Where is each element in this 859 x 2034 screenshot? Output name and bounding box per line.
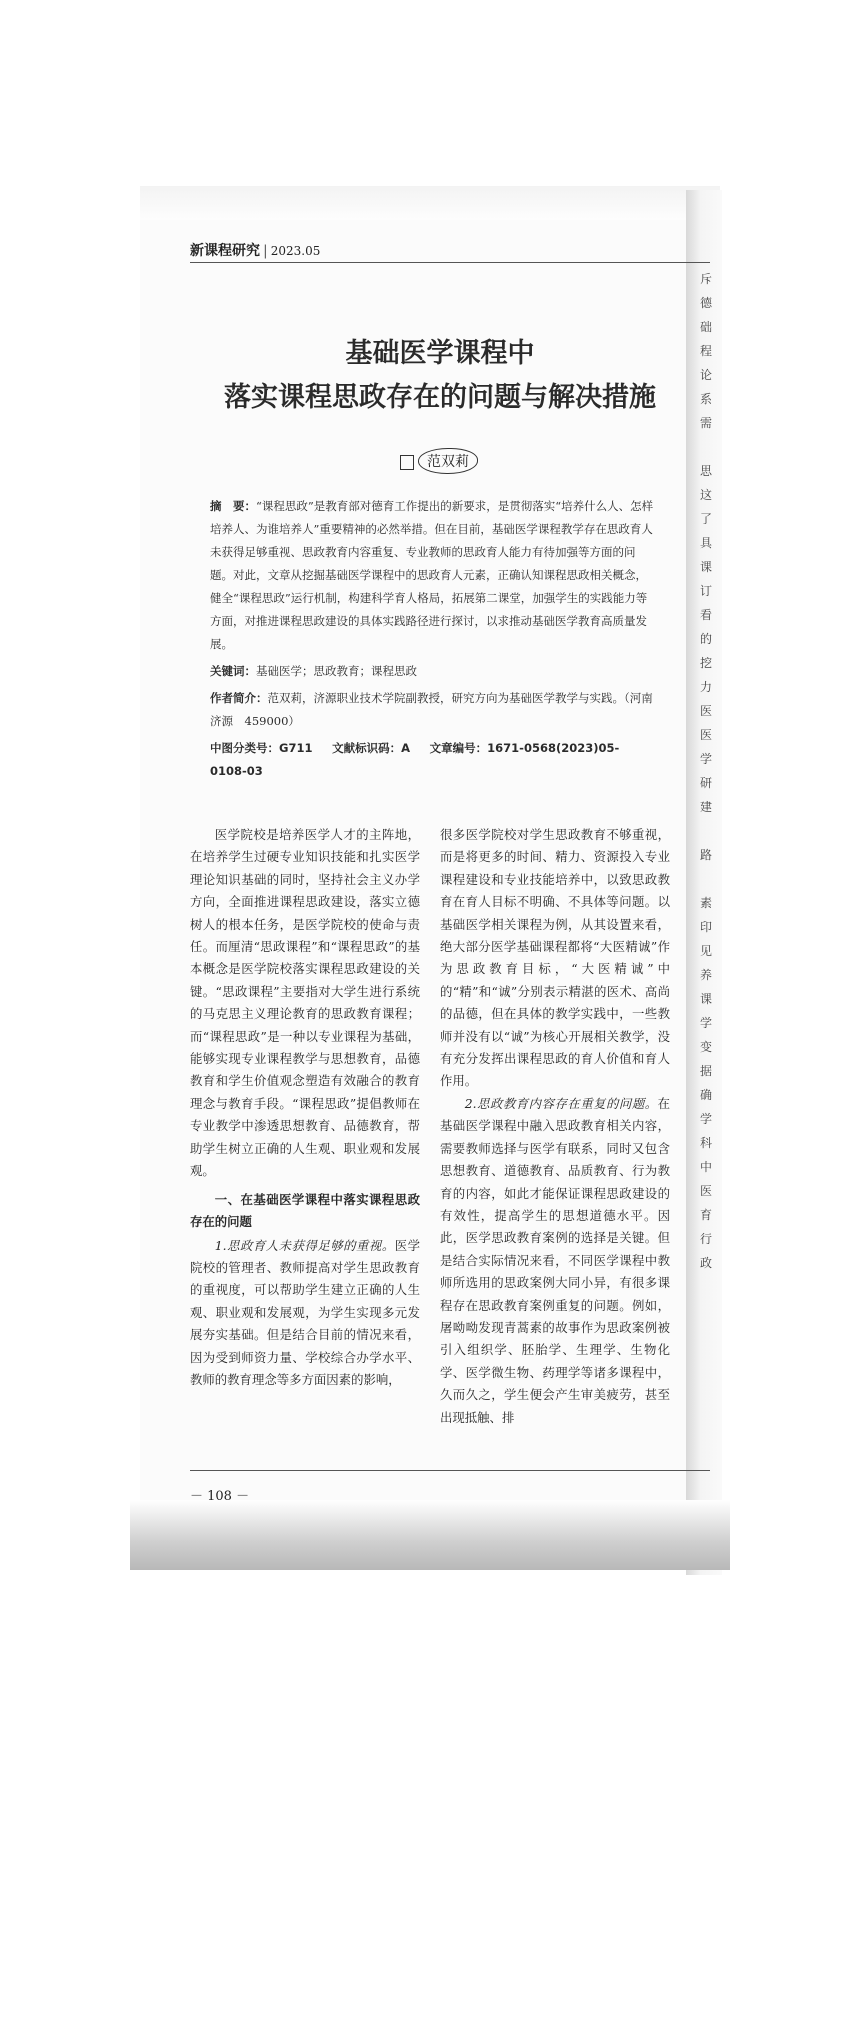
adjacent-page-glyph: 印 (700, 920, 713, 934)
header-separator: | (263, 243, 268, 259)
adjacent-page-glyph: 系 (700, 392, 713, 406)
adjacent-page-glyph: 变 (700, 1040, 713, 1054)
title-line-2: 落实课程思政存在的问题与解决措施 (224, 382, 656, 413)
journal-issue: 2023.05 (270, 244, 321, 258)
adjacent-page-glyph: 行 (700, 1232, 713, 1246)
adjacent-page-glyph: 政 (700, 1256, 713, 1270)
adjacent-page-glyph: 中 (700, 1160, 713, 1174)
adjacent-page-glyph: 挖 (700, 656, 713, 670)
adjacent-page-glyph: 学 (700, 752, 713, 766)
adjacent-page-glyph: 了 (700, 512, 713, 526)
adjacent-page-glyph (700, 822, 722, 840)
subsection-heading: 2.思政教育内容存在重复的问题。 (464, 1095, 658, 1111)
author-name: 范双莉 (418, 448, 478, 474)
keywords-text: 基础医学；思政教育；课程思政 (256, 664, 417, 678)
paragraph-text: 在基础医学课程中融入思政教育相关内容，需要教师选择与医学有联系，同时又包含思想教育、道德教育、品质教育、行为教育的内容，如此才能保证课程思政建设的有效性，提高学生的思想道德水平。因此，医学思政教育案例的选择是关键。但是结合实际情况来看，不同医学课程中教师所选用的思政案例大同小异，有很多课程存在思政教育案例重复的问题。例如，屠呦呦发现青蒿素的故事作为思政案例被引入组织学、胚胎学、生理学、生物化学、医学微生物、药理学等诸多课程中，久而久之，学生便会产生审美疲劳，甚至出现抵触、排 (440, 1095, 670, 1425)
keywords-label: 关键词： (210, 664, 256, 678)
adjacent-page-glyph: 论 (700, 368, 713, 382)
author-bio (210, 687, 665, 733)
adjacent-page-fragment (700, 270, 722, 1270)
author-bio-text: 范双莉，济源职业技术学院副教授，研究方向为基础医学教学与实践。（河南 济源 459000） (210, 691, 665, 728)
journal-name: 新课程研究 (190, 243, 260, 259)
section-heading: 一、在基础医学课程中落实课程思政存在的问题 (190, 1191, 420, 1229)
article-number: 文章编号：1671-0568(2023)05-0108-03 (210, 741, 620, 778)
clc-code: 中图分类号：G711 (210, 741, 313, 755)
adjacent-page-glyph: 医 (700, 704, 713, 718)
adjacent-page-glyph: 建 (700, 800, 713, 814)
paragraph (190, 1235, 420, 1392)
body-column-right (440, 824, 670, 1429)
paragraph: 医学院校是培养医学人才的主阵地，在培养学生过硬专业知识技能和扎实医学理论知识基础的同时，坚持社会主义办学方向，全面推进课程思政建设，落实立德树人的根本任务，是医学院校的使命与责任。而厘清“思政课程”和“课程思政”的基本概念是医学院校落实课程思政建设的关键。“思政课程”主要指对大学生进行系统的马克思主义理论教育的思政教育课程；而“课程思政”是一种以专业课程为基础，能够实现专业课程教学与思想教育，品德教育和学生价值观念塑造有效融合的教育理念与教育手段。“课程思政”提倡教师在专业教学中渗透思想教育、品德教育，帮助学生树立正确的人生观、职业观和发展观。 (190, 827, 420, 1179)
adjacent-page-glyph: 课 (700, 992, 713, 1006)
adjacent-page-glyph: 需 (700, 416, 713, 430)
adjacent-page-glyph: 学 (700, 1112, 713, 1126)
classification-codes (210, 737, 655, 783)
title-line-1: 基础医学课程中 (345, 338, 535, 369)
adjacent-page-glyph: 斥 (700, 272, 713, 286)
footer-rule (190, 1470, 710, 1471)
adjacent-page-glyph: 课 (700, 560, 713, 574)
paragraph (440, 1093, 670, 1429)
adjacent-page-glyph: 程 (700, 344, 713, 358)
adjacent-page-glyph (700, 438, 722, 456)
adjacent-page-glyph: 德 (700, 296, 713, 310)
abstract (210, 495, 655, 656)
adjacent-page-glyph (700, 870, 722, 888)
doc-code: 文献标识码：A (332, 741, 411, 755)
abstract-text: “课程思政”是教育部对德育工作提出的新要求，是贯彻落实“培养什么人、怎样培养人、为谁培养人”重要精神的必然举措。但在目前，基础医学课程教学存在思政育人未获得足够重视、思政教育内容重复、专业教师的思政育人能力有待加强等方面的问题。对此，文章从挖掘基础医学课程中的思政育人元素，正确认知课程思政相关概念，健全“课程思政”运行机制，构建科学育人格局，拓展第二课堂，加强学生的实践能力等方面，对推进课程思政建设的具体实践路径进行探讨，以求推动基础医学教育高质量发展。 (210, 499, 654, 651)
adjacent-page-glyph: 医 (700, 1184, 713, 1198)
adjacent-page-glyph: 医 (700, 728, 713, 742)
keywords (210, 660, 655, 683)
adjacent-page-glyph: 思 (700, 464, 713, 478)
adjacent-page-glyph: 见 (700, 944, 713, 958)
author-marker-icon (400, 455, 414, 470)
subsection-heading: 1.思政育人未获得足够的重视。 (214, 1237, 395, 1253)
header-rule (190, 262, 710, 263)
article-title (190, 332, 690, 420)
adjacent-page-glyph: 这 (700, 488, 713, 502)
paragraph-text: 医学院校的管理者、教师提高对学生思政教育的重视度，可以帮助学生建立正确的人生观、职业观和发展观，为学生实现多元发展夯实基础。但是结合目前的情况来看，因为受到师资力量、学校综合办学水平、教师的教育理念等多方面因素的影响， (190, 1237, 421, 1387)
adjacent-page-glyph: 础 (700, 320, 713, 334)
adjacent-page-glyph: 学 (700, 1016, 713, 1030)
adjacent-page-glyph: 确 (700, 1088, 713, 1102)
adjacent-page-glyph: 订 (700, 584, 713, 598)
adjacent-page-glyph: 研 (700, 776, 713, 790)
scan-bottom-shadow (130, 1500, 730, 1570)
author-bio-label: 作者简介： (210, 691, 268, 705)
adjacent-page-glyph: 养 (700, 968, 713, 982)
body-column-left (190, 824, 420, 1391)
adjacent-page-glyph: 育 (700, 1208, 713, 1222)
adjacent-page-glyph: 的 (700, 632, 713, 646)
adjacent-page-glyph: 具 (700, 536, 713, 550)
adjacent-page-glyph: 据 (700, 1064, 713, 1078)
adjacent-page-glyph: 素 (700, 896, 713, 910)
abstract-label: 摘 要： (210, 499, 256, 513)
adjacent-page-glyph: 路 (700, 848, 713, 862)
article-metadata (210, 495, 665, 783)
adjacent-page-glyph: 力 (700, 680, 713, 694)
adjacent-page-glyph: 科 (700, 1136, 713, 1150)
page-number: － 108 － (190, 1489, 250, 1504)
author-line (400, 448, 478, 474)
paragraph: 很多医学院校对学生思政教育不够重视，而是将更多的时间、精力、资源投入专业课程建设和专业技能培养中，以致思政教育在育人目标不明确、不具体等问题。以基础医学相关课程为例，从其设置来看，绝大部分医学基础课程都将“大医精诚”作为思政教育目标，“大医精诚”中的“精”和“诚”分别表示精湛的医术、高尚的品德，但在具体的教学实践中，一些教师并没有以“诚”为核心开展相关教学，没有充分发挥出课程思政的育人价值和育人作用。 (440, 827, 670, 1089)
adjacent-page-glyph: 看 (700, 608, 713, 622)
running-header (190, 240, 320, 260)
